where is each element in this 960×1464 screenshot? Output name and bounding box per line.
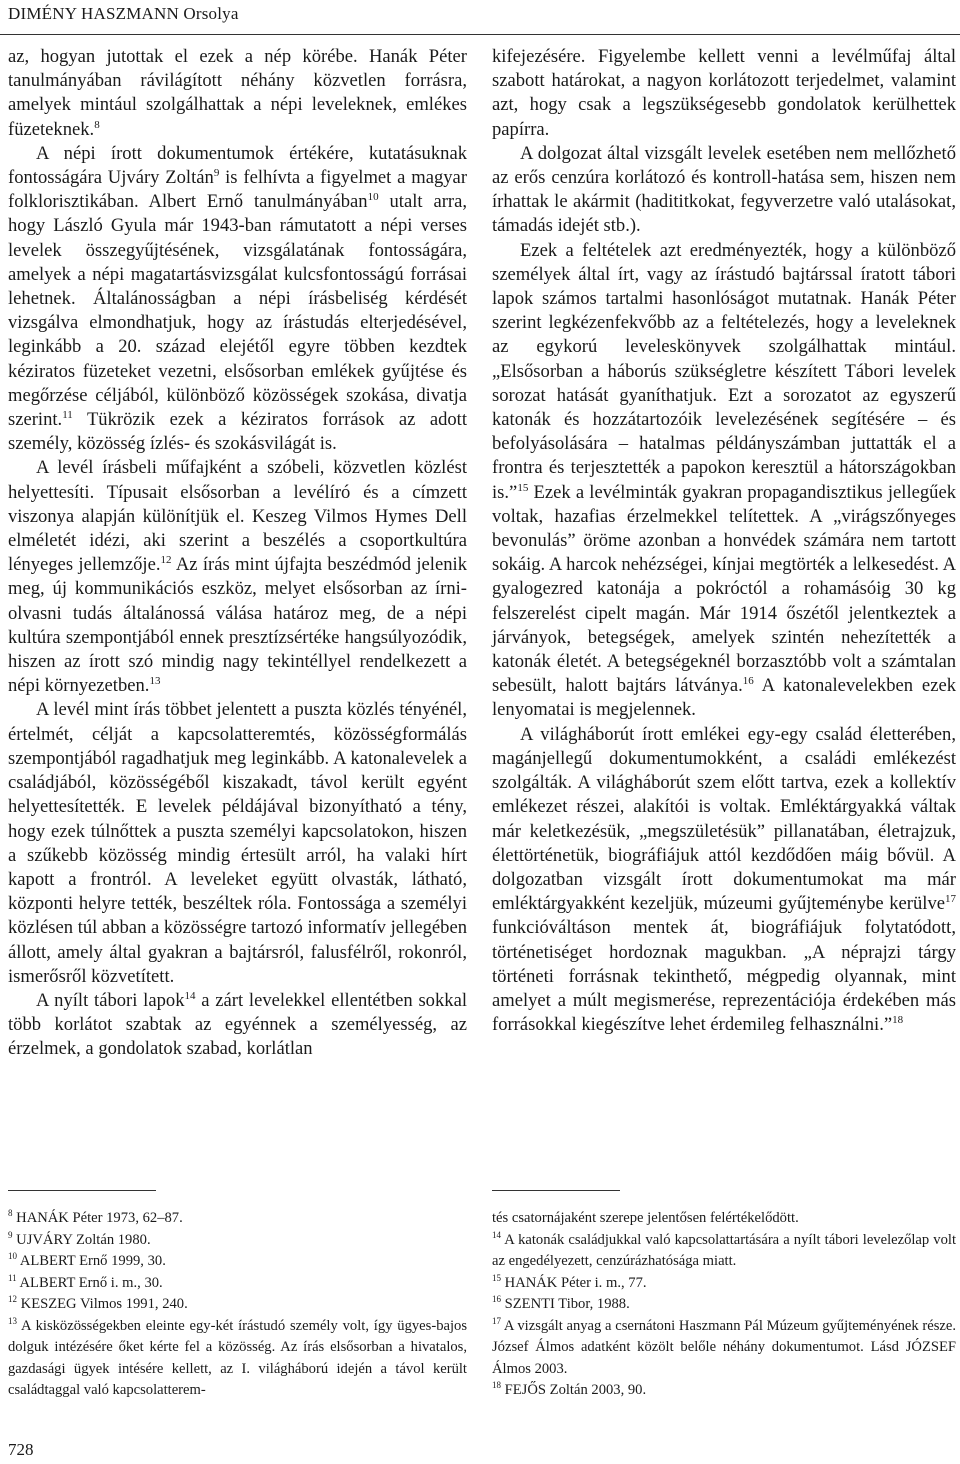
paragraph-text: Az írás mint újfajta beszédmód jelenik meg, új kommunikációs eszköz, melyet elsősorban az írni-olvasni tudás általánossá válása határoz meg, de a népi kultúra szempontjából ennek presztízsértéke hangsúlyozódik, hiszen az írott szó mindig nagy tekintéllyel rendelkezett a népi környezetben. [8, 554, 467, 697]
footnote [8, 1251, 467, 1273]
paragraph-text: A levél mint írás többet jelentett a puszta közlés tényénél, értelmét, célját a kapcsolatteremtés, közösségformálás szempontjából ragadhatjuk meg leginkább. A katonalevelek a családjából, közösségéből kiszakadt, távol került egyént helyettesítették. E levelek példájával bizonyítható a tény, hogy ezek túlnőttek a puszta személyi kapcsolatokon, hiszen a szűkebb közösség mindig értesült arról, ha valaki hírt kapott a frontról. A leveleket együtt olvasták, látható, központi helyre tették, beszéltek róla. Fontossága a személyi közlésen túl abban a közösségre tartozó informatív jellegében állott, amely által gyakran a bajtársról, falusfélről, rokonról, ismerősről közvetített. [8, 699, 467, 987]
footnotes-left [8, 1208, 467, 1402]
footnote-text: ALBERT Ernő 1999, 30. [17, 1253, 166, 1269]
header-rule [0, 34, 960, 35]
footnote-text: KESZEG Vilmos 1991, 240. [17, 1296, 188, 1312]
footnote [8, 1316, 467, 1402]
body-paragraph [492, 142, 956, 239]
footnote-reference: 17 [945, 892, 956, 905]
paragraph-text: az, hogyan jutottak el ezek a nép körébe. Hanák Péter tanulmányában rávilágított néhány közvetlen forrásra, amelyek mintául szolgálhattak a népi leveleknek, emlékes füzeteknek. [8, 46, 467, 140]
footnote-text: UJVÁRY Zoltán 1980. [12, 1231, 151, 1248]
footnote [492, 1294, 956, 1316]
paragraph-text: kifejezésére. Figyelembe kellett venni a levélműfaj által szabott határokat, a nagyon korlátozott terjedelmet, valamint azt, hogy csak a legszükségesebb gondolatok kerülhettek papírra. [492, 46, 956, 140]
footnote-number: 10 [8, 1251, 17, 1262]
paragraph-text: Ezek a levélminták gyakran propagandisztikus jellegűek voltak, hazafias érzelmekkel telítettek. A „virágszőnyeges bevonulás” öröme azonban a honvédek számára nem tartott sokáig. A harcok nehézségei, kínjai megtörték a lelkesedést. A gyalogezred katonája a pokróctól a rohamásóig 30 kg felszerelést cipelt magán. Már 1914 őszétől jelentkeztek a járványok, betegségek, amelyek szintén nehezítették a katonák életét. A betegségeknél borzasztóbb volt a számtalan sebesült, halott bajtárs látványa. [492, 481, 956, 697]
body-paragraph [8, 45, 467, 142]
paragraph-text: Tükrözik ezek a kéziratos források az adott személy, közösség ízlés- és szokásvilágát is. [8, 409, 467, 455]
paragraph-text: A nyílt tábori lapok [36, 989, 185, 1011]
paragraph-text: Ezek a feltételek azt eredményezték, hogy a különböző személyek által írt, vagy az írástudó bajtárssal íratott tábori lapok számos tartalmi hasonlóságot mutatnak. Hanák Péter szerint legkézenfekvőbb az a feltételezés, hogy a leveleknek az egykorú levelеskönyvek szolgálhattak mintául. „Elsősorban a háborús szükségletre készített Tábori levelek sorozat hatását gyaníthatjuk. Ezt a sorozatot az egyszerű katonák és hozzátartozóik levelezésének segítésére – és befolyásolására – hatalmas példányszámban juttatták el a frontra és terjesztették a papokon keresztül a hátországokban is.” [492, 239, 956, 503]
footnote-reference: 8 [94, 118, 100, 131]
footnote-text: A vizsgált anyag a csernátoni Haszmann Pál Múzeum gyűjteményének része. József Álmos adatként közölt belőle néhány dokumentumot. Lásd JÓZSEF Álmos 2003. [492, 1317, 956, 1377]
footnote-number: 18 [492, 1380, 501, 1391]
paragraph-text: A levél írásbeli műfajként a szóbeli, közvetlen közlést helyettesíti. Típusait elsősorban a levélíró és a címzett viszonya alapján különítjük el. Keszeg Vilmos Hymes Dell elméletét idézi, aki szerint a beszélés a csoportkultúra lényeges jellemzője. [8, 457, 467, 576]
footnote-reference: 9 [213, 166, 220, 179]
footnote-number: 8 [8, 1208, 13, 1219]
body-paragraph [492, 723, 956, 1038]
footnote-reference: 10 [367, 191, 379, 204]
footnote [492, 1230, 956, 1273]
footnote-text: tés csatornájaként szerepe jelentősen felértékelődött. [492, 1210, 799, 1226]
paragraph-text: A népi írott dokumentumok értékére, kutatásuknak fontosságára Ujváry Zoltán [8, 142, 467, 189]
body-paragraph [492, 239, 956, 723]
footnote-number: 9 [8, 1229, 13, 1240]
footnote-reference: 16 [742, 675, 754, 688]
footnote-reference: 18 [892, 1013, 904, 1026]
footnote-number: 16 [492, 1294, 501, 1305]
footnote-number: 11 [8, 1272, 17, 1283]
body-paragraph [8, 142, 467, 457]
footnote-text: ALBERT Ernő i. m., 30. [16, 1274, 163, 1291]
footnote [492, 1316, 956, 1381]
right-column [492, 45, 956, 1037]
footnote-number: 15 [492, 1272, 501, 1283]
footnote-separator-right [492, 1190, 620, 1191]
paragraph-text: A világháborút írott emlékei egy-egy család életterében, magánjellegű dokumentumokként, a családi emlékezést szolgálták. A világháborút szem előtt tartva, ezek a kollektív emlékezet részei, alakítói is voltak. Emléktárgyakká váltak már keletkezésük, „megszületésük” pillanatában, életrajzuk, élettörténetük, biográfiájuk attól kezdődően máig bővül. A dolgozatban vizsgált írott dokumentumokat ma már emléktárgyakként kezeljük, múzeumi gyűjteménybe kerülve [492, 723, 956, 915]
footnote-reference: 12 [160, 554, 172, 567]
body-paragraph [492, 45, 956, 142]
footnote-text: FEJŐS Zoltán 2003, 90. [501, 1382, 647, 1398]
paragraph-text: a zárt levelekkel ellentétben sokkal több korlátot szabtak az egyénnek a személyesség, az érzelmek, a gondolatok szabad, korlátlan [8, 989, 467, 1060]
footnote-text: A kisközösségekben eleinte egy-két írástudó személy volt, így ügyes-bajos dolguk intézésére őket kérte fel a közösség. Az írás elsősorban a hivatalos, gazdasági ügyek intésére kellett, az I. világháború idején a távol került családtaggal való kapcsolatterem- [8, 1317, 467, 1398]
footnote-separator-left [8, 1190, 156, 1191]
footnotes-right [492, 1208, 956, 1402]
footnote-number: 12 [8, 1294, 17, 1305]
paragraph-text: A katonalevelekben ezek lenyomatai is megjelennek. [492, 675, 956, 721]
footnote [8, 1208, 467, 1230]
footnote-reference: 15 [517, 481, 529, 494]
footnote [492, 1380, 956, 1402]
footnote-number: 17 [492, 1315, 501, 1326]
footnote-reference: 13 [149, 675, 161, 688]
footnote-text: HANÁK Péter 1973, 62–87. [12, 1210, 183, 1226]
page-number: 728 [8, 1440, 34, 1459]
running-header: DIMÉNY HASZMANN Orsolya [8, 4, 239, 23]
paragraph-text: utalt arra, hogy László Gyula már 1943-ban rámutatott a népi verses levelek összegyűjtésének, vizsgálatának fontosságára, amelyek a népi magatartásvizsgálat kulcsfontosságú forrásai lehetnek. Általánosságban a népi írásbeliség kérdését vizsgálva elmondhatjuk, hogy az írástudás elterjedésével, leginkább a 20. század elejétől egyre többen kezdtek kéziratos füzeteket vezetni, elsősorban emlékek gyűjtése és megőrzése céljából, különböző közösségek szokása, divatja szerint. [8, 191, 467, 431]
footnote-text: A katonák családjukkal való kapcsolattartására a nyílt tábori levelezőlap volt az engedélyezett, cenzúrázhatósága miatt. [492, 1231, 956, 1269]
footnote [492, 1208, 956, 1230]
footnote-reference: 14 [184, 989, 196, 1002]
paragraph-text: funkcióváltáson mentek át, biográfiájuk folytatódott, történetiséget hordoznak magukban. „A néprajzi tárgy történeti forrásnak tekinthető, mégpedig olyannak, mint amelyet a múlt megismerése, reprezentációja érdekében más forrásokkal kiegészítve lehet érdemileg felhasználni.” [492, 917, 956, 1036]
footnote [8, 1294, 467, 1316]
body-paragraph [8, 989, 467, 1062]
body-paragraph [8, 456, 467, 698]
footnote-text: HANÁK Péter i. m., 77. [501, 1274, 647, 1291]
body-paragraph [8, 698, 467, 988]
paragraph-text: is felhívta a figyelmet a magyar folklorisztikában. Albert Ernő tanulmányában [8, 167, 468, 213]
footnote-text: SZENTI Tibor, 1988. [501, 1296, 630, 1312]
footnote [8, 1273, 467, 1295]
footnote-number: 13 [8, 1315, 17, 1326]
footnote [492, 1273, 956, 1295]
footnote-number: 14 [492, 1229, 501, 1240]
left-column [8, 45, 467, 1062]
footnote-reference: 11 [62, 408, 73, 421]
footnote [8, 1230, 467, 1252]
paragraph-text: A dolgozat által vizsgált levelek esetében nem mellőzhető az erős cenzúra korlátozó és kontroll-hatása sem, hiszen nem írhattak le akármit (hadititkokat, fegyverzetre való utalásokat, támadás idejét stb.). [492, 142, 956, 237]
